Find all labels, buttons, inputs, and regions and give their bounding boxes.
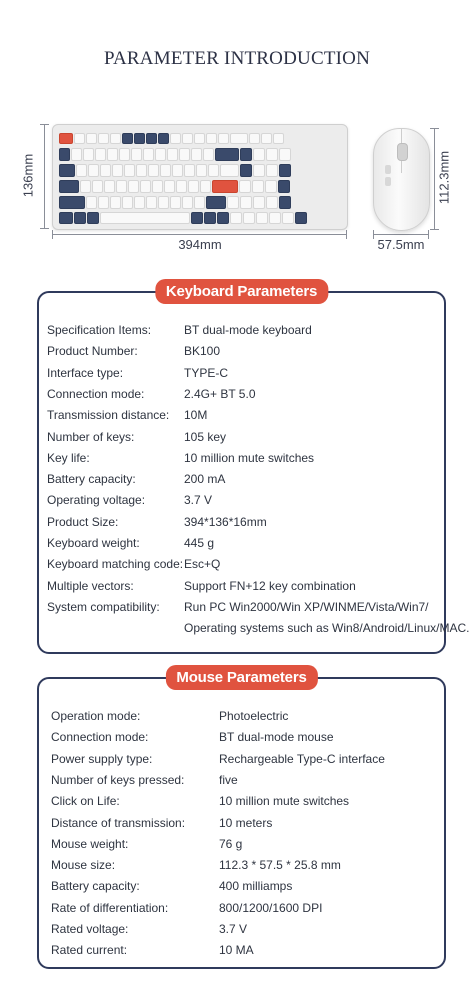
- keyboard-key: [86, 133, 97, 144]
- mouse-image: [373, 128, 430, 231]
- param-label: Keyboard weight:: [47, 536, 140, 550]
- param-value: TYPE-C: [184, 365, 229, 380]
- param-label: Operation mode:: [51, 709, 141, 723]
- param-value: 10 million mute switches: [184, 450, 315, 465]
- keyboard-key: [240, 148, 252, 161]
- param-value: 3.7 V: [219, 922, 248, 936]
- keyboard-key: [200, 180, 211, 193]
- mouse-width-label: 57.5mm: [377, 237, 425, 252]
- keyboard-key: [230, 212, 242, 224]
- mouse-length-tick-top: [430, 128, 439, 129]
- param-value: 105 key: [184, 429, 227, 444]
- keyboard-key: [160, 164, 171, 177]
- keyboard-key: [204, 212, 216, 224]
- param-label: System compatibility:: [47, 599, 160, 614]
- keyboard-key: [179, 148, 190, 161]
- param-label: Specification Items:: [47, 323, 152, 337]
- keyboard-key: [191, 212, 203, 224]
- param-label: Battery capacity:: [47, 472, 136, 487]
- keyboard-key: [203, 148, 214, 161]
- keyboard-key: [256, 212, 268, 224]
- param-value: Support FN+12 key combination: [184, 578, 356, 593]
- keyboard-key: [119, 148, 130, 161]
- keyboard-key: [74, 133, 85, 144]
- keyboard-key: [196, 164, 207, 177]
- keyboard-key: [240, 164, 252, 177]
- keyboard-key: [266, 196, 278, 209]
- mouse-parameters-panel: [37, 669, 446, 969]
- keyboard-key: [122, 133, 133, 144]
- keyboard-key: [182, 133, 193, 144]
- keyboard-key: [191, 148, 202, 161]
- keyboard-key: [206, 133, 217, 144]
- keyboard-key: [71, 148, 82, 161]
- keyboard-key: [295, 212, 307, 224]
- keyboard-key: [148, 164, 159, 177]
- param-value: Photoelectric: [219, 709, 289, 723]
- keyboard-key: [98, 133, 109, 144]
- keyboard-key: [176, 180, 187, 193]
- keyboard-key: [122, 196, 133, 209]
- keyboard-key: [253, 196, 265, 209]
- keyboard-key: [87, 212, 99, 224]
- mouse-side-button: [385, 165, 391, 174]
- keyboard-key: [279, 196, 291, 209]
- height-dimension-tick-top: [40, 124, 49, 125]
- param-value: 800/1200/1600 DPI: [219, 900, 323, 915]
- keyboard-key: [107, 148, 118, 161]
- param-label: Mouse weight:: [51, 836, 129, 851]
- keyboard-key: [152, 180, 163, 193]
- keyboard-key: [184, 164, 195, 177]
- keyboard-key: [59, 196, 85, 209]
- keyboard-key: [59, 212, 73, 224]
- keyboard-key: [218, 133, 229, 144]
- keyboard-key: [98, 196, 109, 209]
- param-label: Rate of differentiation:: [51, 900, 169, 915]
- keyboard-key: [143, 148, 154, 161]
- mouse-parameters-badge: Mouse Parameters: [165, 665, 317, 690]
- keyboard-key: [182, 196, 193, 209]
- param-value: 2.4G+ BT 5.0: [184, 386, 256, 401]
- keyboard-width-label: 394mm: [178, 237, 222, 252]
- param-value: 10M: [184, 408, 208, 423]
- keyboard-key: [167, 148, 178, 161]
- keyboard-key: [240, 196, 252, 209]
- param-value: 3.7 V: [184, 493, 213, 508]
- param-value: five: [219, 772, 238, 787]
- keyboard-key: [86, 196, 97, 209]
- param-value: 76 g: [219, 836, 243, 851]
- mouse-width-dimension-line: [373, 234, 429, 235]
- param-label: Mouse size:: [51, 858, 116, 873]
- keyboard-key: [170, 133, 181, 144]
- keyboard-key: [261, 133, 272, 144]
- param-label: Connection mode:: [47, 386, 145, 401]
- mouse-scroll-wheel: [397, 143, 408, 161]
- keyboard-key: [269, 212, 281, 224]
- param-value: 10 million mute switches: [219, 794, 350, 809]
- param-value: BT dual-mode keyboard: [184, 323, 312, 337]
- keyboard-parameters-panel: [37, 283, 470, 654]
- keyboard-key: [112, 164, 123, 177]
- keyboard-key: [110, 196, 121, 209]
- param-label: Product Size:: [47, 514, 119, 529]
- keyboard-key: [164, 180, 175, 193]
- width-dimension-line: [52, 234, 347, 235]
- keyboard-key: [265, 180, 277, 193]
- keyboard-key: [59, 148, 70, 161]
- height-dimension-tick-bottom: [40, 228, 49, 229]
- param-label: Connection mode:: [51, 730, 149, 745]
- keyboard-key: [59, 164, 75, 177]
- param-label: Rated voltage:: [51, 922, 129, 936]
- keyboard-key: [59, 180, 79, 193]
- mouse-length-dimension-line: [434, 128, 435, 229]
- keyboard-key: [252, 180, 264, 193]
- keyboard-image: [52, 124, 348, 230]
- param-value: Run PC Win2000/Win XP/WINME/Vista/Win7/: [184, 599, 429, 614]
- width-dimension-tick-right: [346, 230, 347, 239]
- keyboard-key: [279, 148, 291, 161]
- keyboard-key: [220, 164, 239, 177]
- keyboard-key: [227, 196, 239, 209]
- keyboard-key: [212, 180, 238, 193]
- param-label: Rated current:: [51, 943, 128, 958]
- keyboard-key: [100, 164, 111, 177]
- mouse-side-button: [385, 177, 391, 186]
- keyboard-key: [279, 164, 291, 177]
- mouse-length-label: 112.3mm: [436, 150, 452, 205]
- keyboard-key: [136, 164, 147, 177]
- param-value: 200 mA: [184, 472, 226, 487]
- keyboard-key: [95, 148, 106, 161]
- keyboard-key: [208, 164, 219, 177]
- param-label: Click on Life:: [51, 794, 120, 809]
- keyboard-key: [249, 133, 260, 144]
- param-label: Operating voltage:: [47, 493, 146, 508]
- param-value: BK100: [184, 344, 221, 359]
- param-value: Rechargeable Type-C interface: [219, 751, 385, 766]
- keyboard-key: [128, 180, 139, 193]
- keyboard-key: [217, 212, 229, 224]
- param-label: Interface type:: [47, 365, 124, 380]
- keyboard-key: [146, 133, 157, 144]
- keyboard-key: [155, 148, 166, 161]
- param-label: Distance of transmission:: [51, 815, 186, 830]
- keyboard-key: [76, 164, 87, 177]
- keyboard-key: [116, 180, 127, 193]
- keyboard-key: [172, 164, 183, 177]
- keyboard-key: [80, 180, 91, 193]
- keyboard-key: [158, 133, 169, 144]
- keyboard-key: [206, 196, 226, 209]
- keyboard-key: [278, 180, 290, 193]
- param-value: 10 MA: [219, 943, 254, 958]
- keyboard-key: [140, 180, 151, 193]
- keyboard-key: [266, 164, 278, 177]
- param-value: 394*136*16mm: [184, 514, 267, 529]
- keyboard-key: [194, 196, 205, 209]
- param-value: 112.3 * 57.5 * 25.8 mm: [219, 858, 341, 873]
- page-title: PARAMETER INTRODUCTION: [103, 48, 370, 69]
- keyboard-key: [243, 212, 255, 224]
- keyboard-key: [188, 180, 199, 193]
- width-dimension-tick-left: [52, 230, 53, 239]
- keyboard-key: [194, 133, 205, 144]
- keyboard-key: [74, 212, 86, 224]
- keyboard-height-label: 136mm: [20, 153, 36, 198]
- param-value: 400 milliamps: [219, 879, 293, 894]
- param-value: BT dual-mode mouse: [219, 730, 334, 745]
- keyboard-key: [124, 164, 135, 177]
- keyboard-key: [146, 196, 157, 209]
- keyboard-key: [92, 180, 103, 193]
- keyboard-key: [134, 133, 145, 144]
- param-value: 445 g: [184, 536, 215, 550]
- keyboard-key: [88, 164, 99, 177]
- keyboard-key: [253, 164, 265, 177]
- keyboard-key: [266, 148, 278, 161]
- keyboard-key: [83, 148, 94, 161]
- keyboard-key: [110, 133, 121, 144]
- keyboard-key: [158, 196, 169, 209]
- keyboard-key: [131, 148, 142, 161]
- param-label: Battery capacity:: [51, 879, 140, 894]
- mouse-length-tick-bottom: [430, 229, 439, 230]
- param-label: Keyboard matching code:: [47, 557, 184, 572]
- param-value: Operating systems such as Win8/Android/Linux/MAC.: [184, 621, 470, 636]
- keyboard-key: [134, 196, 145, 209]
- keyboard-key: [273, 133, 284, 144]
- param-label: Multiple vectors:: [47, 578, 134, 593]
- height-dimension-line: [44, 124, 45, 228]
- param-label: Number of keys pressed:: [51, 772, 185, 787]
- param-label: Product Number:: [47, 344, 138, 359]
- param-label: Transmission distance:: [47, 408, 170, 423]
- param-label: Number of keys:: [47, 429, 135, 444]
- keyboard-key: [59, 133, 73, 144]
- keyboard-key: [170, 196, 181, 209]
- keyboard-key: [104, 180, 115, 193]
- keyboard-key: [253, 148, 265, 161]
- keyboard-key: [215, 148, 239, 161]
- keyboard-parameters-badge: Keyboard Parameters: [155, 279, 328, 304]
- param-value: Esc+Q: [184, 557, 221, 572]
- keyboard-key: [239, 180, 251, 193]
- keyboard-key: [230, 133, 248, 144]
- keyboard-key: [100, 212, 190, 224]
- param-label: Power supply type:: [51, 751, 153, 766]
- keyboard-key: [282, 212, 294, 224]
- param-value: 10 meters: [219, 815, 273, 830]
- param-label: Key life:: [47, 450, 90, 465]
